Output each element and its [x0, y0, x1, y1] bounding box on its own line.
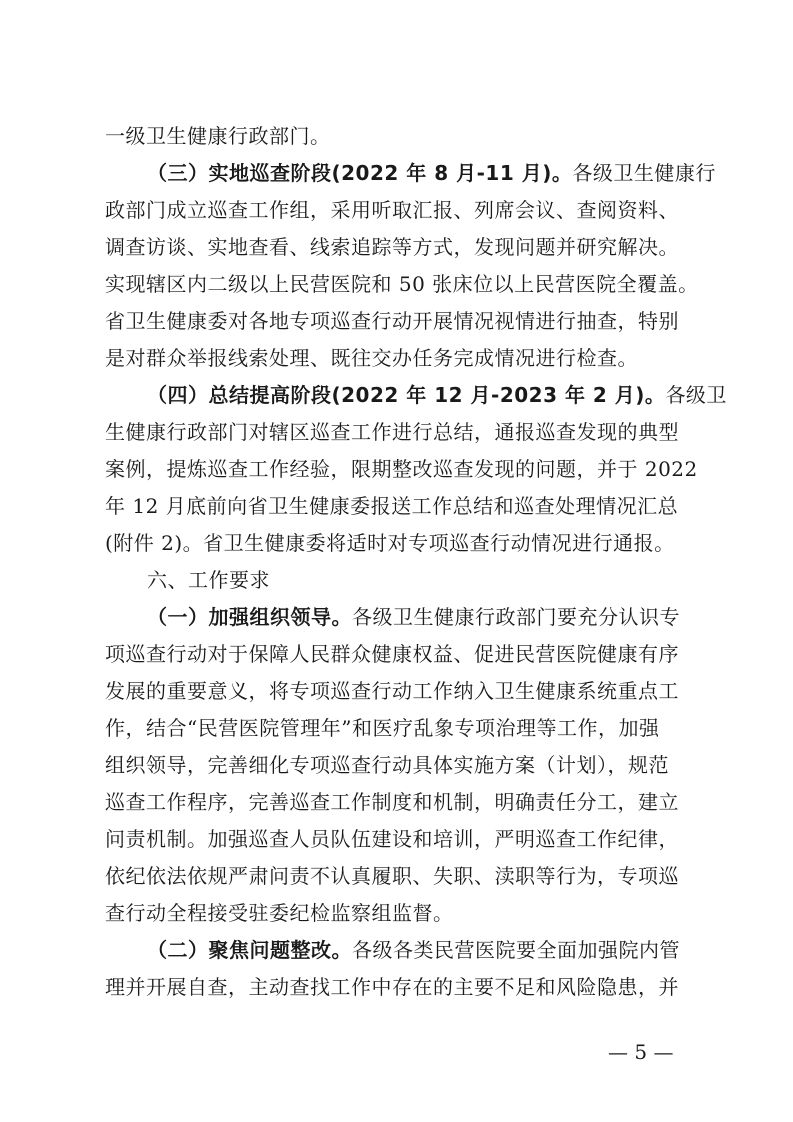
text-line	[105, 821, 695, 858]
document-body	[105, 118, 727, 1006]
text-line	[105, 118, 695, 155]
section-heading-line	[105, 562, 695, 599]
line-text: 调查访谈、实地查看、线索追踪等方式，发现问题并研究解决。	[105, 235, 679, 259]
subsection-heading-line	[105, 599, 695, 636]
text-line	[105, 673, 695, 710]
line-text: 省卫生健康委对各地专项巡查行动开展情况视情进行抽查，特别	[105, 309, 679, 333]
subsection-title: （二）聚焦问题整改。	[147, 938, 352, 962]
line-text: 各级卫生健康行	[572, 161, 716, 185]
text-line	[105, 710, 695, 747]
text-line	[105, 488, 695, 525]
line-text: 理并开展自查，主动查找工作中存在的主要不足和风险隐患，并	[105, 975, 679, 999]
text-line	[105, 969, 695, 1006]
text-line	[105, 192, 695, 229]
line-text: 项巡查行动对于保障人民群众健康权益、促进民营医院健康有序	[105, 642, 679, 666]
text-line	[105, 229, 695, 266]
subsection-heading-line	[105, 932, 695, 969]
subsection-title: （一）加强组织领导。	[147, 605, 352, 629]
text-line	[105, 340, 695, 377]
line-text: 各级各类民营医院要全面加强院内管	[352, 938, 680, 962]
line-text: 实现辖区内二级以上民营医院和 50 张床位以上民营医院全覆盖。	[105, 272, 699, 296]
page-number: — 5 —	[608, 1040, 674, 1064]
line-text: 年 12 月底前向省卫生健康委报送工作总结和巡查处理情况汇总	[105, 494, 679, 518]
line-text: 依纪依法依规严肃问责不认真履职、失职、渎职等行为，专项巡	[105, 864, 679, 888]
line-text: 各级卫生健康行政部门要充分认识专	[352, 605, 680, 629]
text-line	[105, 895, 695, 932]
subsection-title: （四）总结提高阶段(2022 年 12 月-2023 年 2 月)。	[147, 383, 666, 407]
line-text: 作，结合“民营医院管理年”和医疗乱象专项治理等工作，加强	[105, 716, 660, 740]
line-text: 政部门成立巡查工作组，采用听取汇报、列席会议、查阅资料、	[105, 198, 679, 222]
text-line	[105, 636, 695, 673]
line-text: 问责机制。加强巡查人员队伍建设和培训，严明巡查工作纪律，	[105, 827, 679, 851]
text-line	[105, 414, 695, 451]
line-text: 案例，提炼巡查工作经验，限期整改巡查发现的问题，并于 2022	[105, 457, 698, 481]
subsection-heading-line	[105, 377, 727, 414]
line-text: 查行动全程接受驻委纪检监察组监督。	[105, 901, 454, 925]
text-line	[105, 266, 699, 303]
line-text: 是对群众举报线索处理、既往交办任务完成情况进行检查。	[105, 346, 638, 370]
text-line	[105, 858, 695, 895]
line-text: 组织领导，完善细化专项巡查行动具体实施方案（计划），规范	[105, 753, 669, 777]
text-line	[105, 525, 695, 562]
subsection-title: （三）实地巡查阶段(2022 年 8 月-11 月)。	[147, 161, 573, 185]
subsection-heading-line	[105, 155, 716, 192]
text-line	[105, 784, 695, 821]
line-text: 生健康行政部门对辖区巡查工作进行总结，通报巡查发现的典型	[105, 420, 679, 444]
text-line	[105, 303, 695, 340]
line-text: (附件 2)。省卫生健康委将适时对专项巡查行动情况进行通报。	[105, 531, 675, 555]
line-text: 各级卫	[665, 383, 727, 407]
text-line	[105, 451, 698, 488]
section-title: 六、工作要求	[147, 568, 270, 592]
text-line	[105, 747, 695, 784]
line-text: 一级卫生健康行政部门。	[105, 124, 331, 148]
line-text: 巡查工作程序，完善巡查工作制度和机制，明确责任分工，建立	[105, 790, 679, 814]
line-text: 发展的重要意义，将专项巡查行动工作纳入卫生健康系统重点工	[105, 679, 679, 703]
